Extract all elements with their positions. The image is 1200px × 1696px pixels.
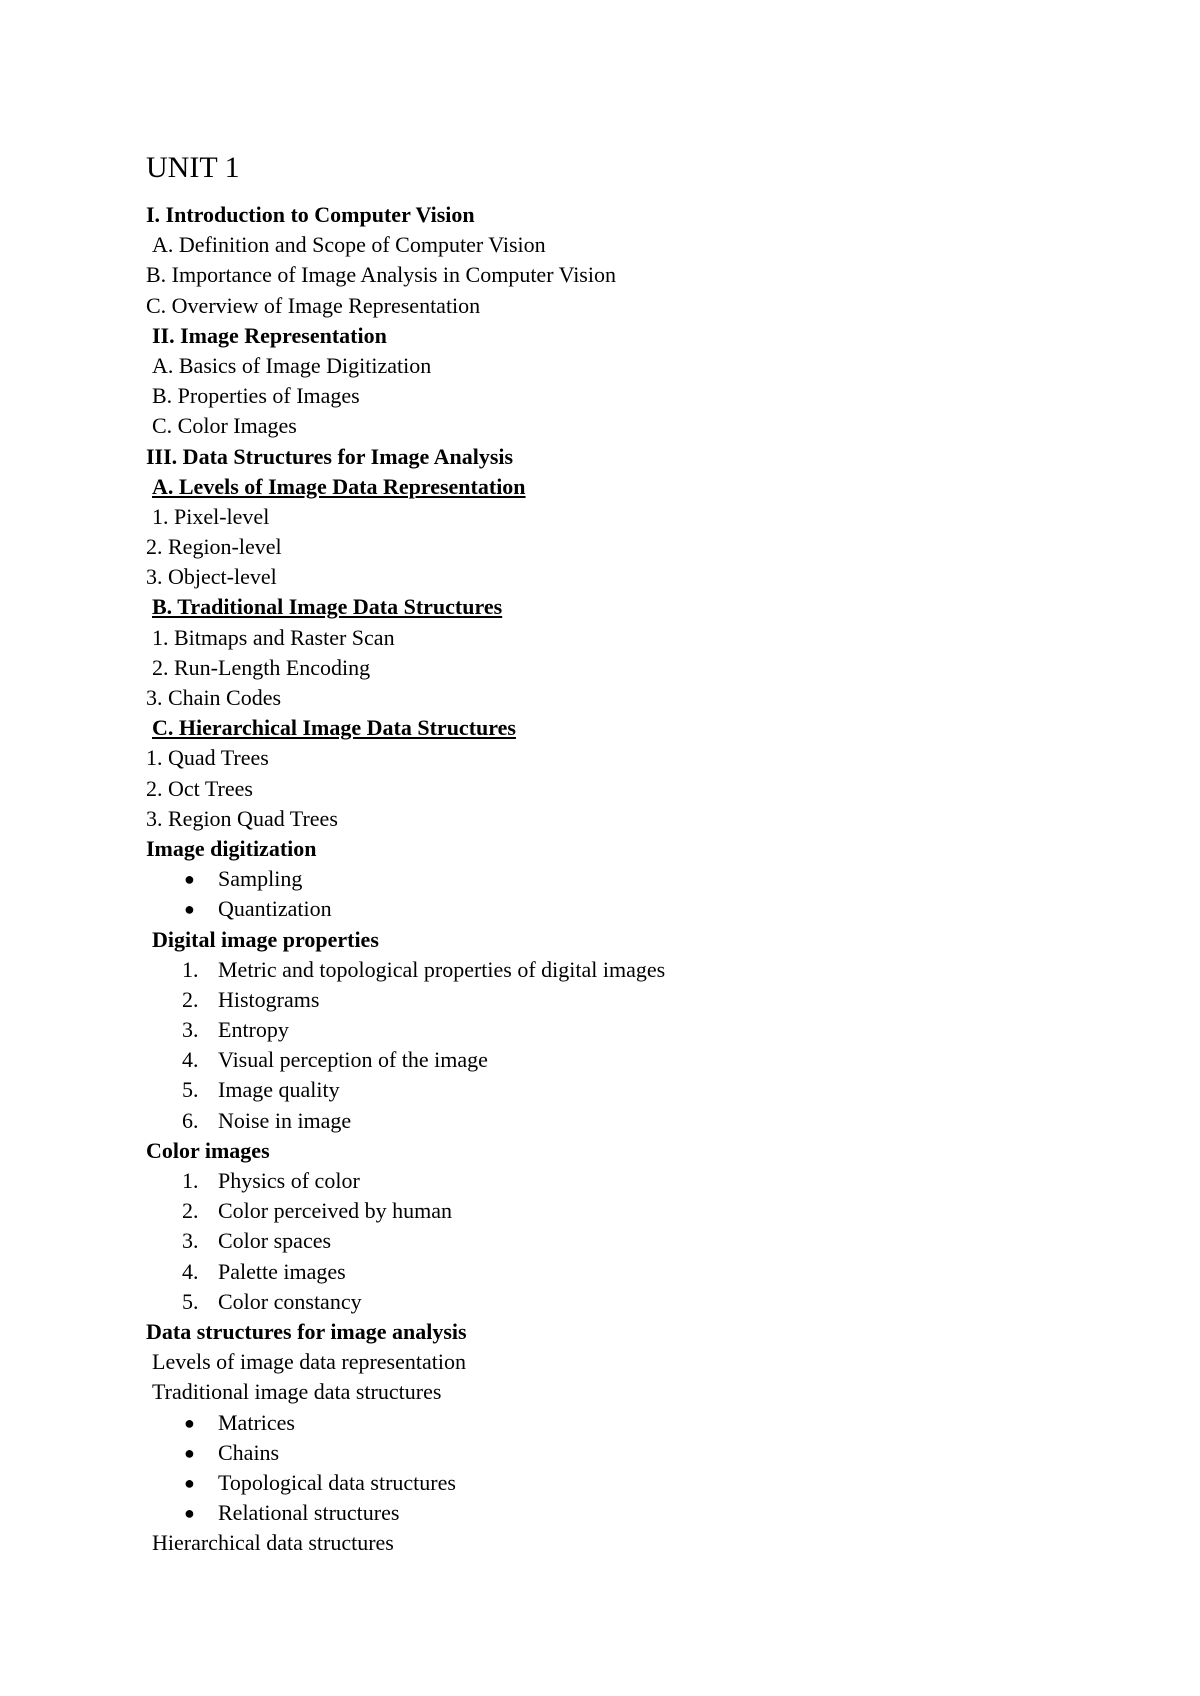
numbered-item: 3. Entropy <box>182 1017 289 1043</box>
bullet-item: ● Relational structures <box>146 1498 1146 1528</box>
numbered-item: 5. Color constancy <box>182 1288 362 1314</box>
heading-digital-image-properties: Digital image properties <box>152 926 379 952</box>
outline-item: 3. Region Quad Trees <box>146 805 338 831</box>
text-traditional-structures: Traditional image data structures <box>152 1379 442 1405</box>
bullet-icon: ● <box>184 1412 195 1433</box>
outline-item: C. Color Images <box>152 413 297 439</box>
bullet-icon: ● <box>184 899 195 920</box>
subsection-heading-hierarchical: C. Hierarchical Image Data Structures <box>152 715 516 741</box>
outline-item: B. Properties of Images <box>152 383 360 409</box>
bullet-icon: ● <box>184 1503 195 1524</box>
subsection-heading-traditional: B. Traditional Image Data Structures <box>152 594 503 620</box>
bullet-item: ● Topological data structures <box>146 1468 1146 1498</box>
outline-item: 3. Chain Codes <box>146 685 282 710</box>
bullet-icon: ● <box>184 869 195 890</box>
numbered-item: 4. Visual perception of the image <box>182 1047 488 1073</box>
heading-data-structures-analysis: Data structures for image analysis <box>146 1318 467 1344</box>
numbered-item: 2. Histograms <box>182 986 320 1012</box>
bullet-icon: ● <box>184 1442 195 1463</box>
numbered-item: 2. Color perceived by human <box>182 1198 452 1224</box>
document-body <box>146 150 1146 1558</box>
section-heading-representation: II. Image Representation <box>152 322 387 348</box>
bullet-item: ● Chains <box>146 1438 1146 1468</box>
numbered-item: 6. Noise in image <box>182 1107 352 1133</box>
heading-color-images: Color images <box>146 1137 270 1163</box>
bullet-icon: ● <box>184 1472 195 1493</box>
outline-item: 3. Object-level <box>146 564 277 590</box>
outline-item: A. Basics of Image Digitization <box>152 352 432 378</box>
bullet-item: ● Quantization <box>146 894 1146 924</box>
text-hierarchical-structures: Hierarchical data structures <box>152 1530 394 1556</box>
outline-item: 2. Run-Length Encoding <box>152 654 371 680</box>
outline-item: 1. Quad Trees <box>146 745 269 771</box>
numbered-item: 3. Color spaces <box>182 1228 332 1254</box>
outline-item: 2. Oct Trees <box>146 775 253 801</box>
numbered-item: 5. Image quality <box>182 1077 340 1103</box>
subsection-heading-levels: A. Levels of Image Data Representation <box>152 473 526 499</box>
section-heading-intro: I. Introduction to Computer Vision <box>146 202 475 227</box>
outline-item: 1. Bitmaps and Raster Scan <box>152 624 395 650</box>
outline-item: C. Overview of Image Representation <box>146 292 481 318</box>
text-levels-representation: Levels of image data representation <box>152 1349 466 1375</box>
heading-image-digitization: Image digitization <box>146 835 317 861</box>
numbered-item: 1. Metric and topological properties of digital images <box>182 956 666 982</box>
numbered-item: 1. Physics of color <box>182 1168 360 1193</box>
outline-item: 2. Region-level <box>146 534 282 560</box>
outline-item: B. Importance of Image Analysis in Computer Vision <box>146 262 616 288</box>
numbered-item: 4. Palette images <box>182 1258 346 1284</box>
page-title: UNIT 1 <box>146 151 240 184</box>
bullet-item: ● Matrices <box>146 1408 1146 1438</box>
bullet-item: ● Sampling <box>146 864 1146 894</box>
section-heading-data-structures: III. Data Structures for Image Analysis <box>146 443 514 469</box>
outline-item: 1. Pixel-level <box>152 503 270 529</box>
outline-item: A. Definition and Scope of Computer Vision <box>152 232 546 258</box>
